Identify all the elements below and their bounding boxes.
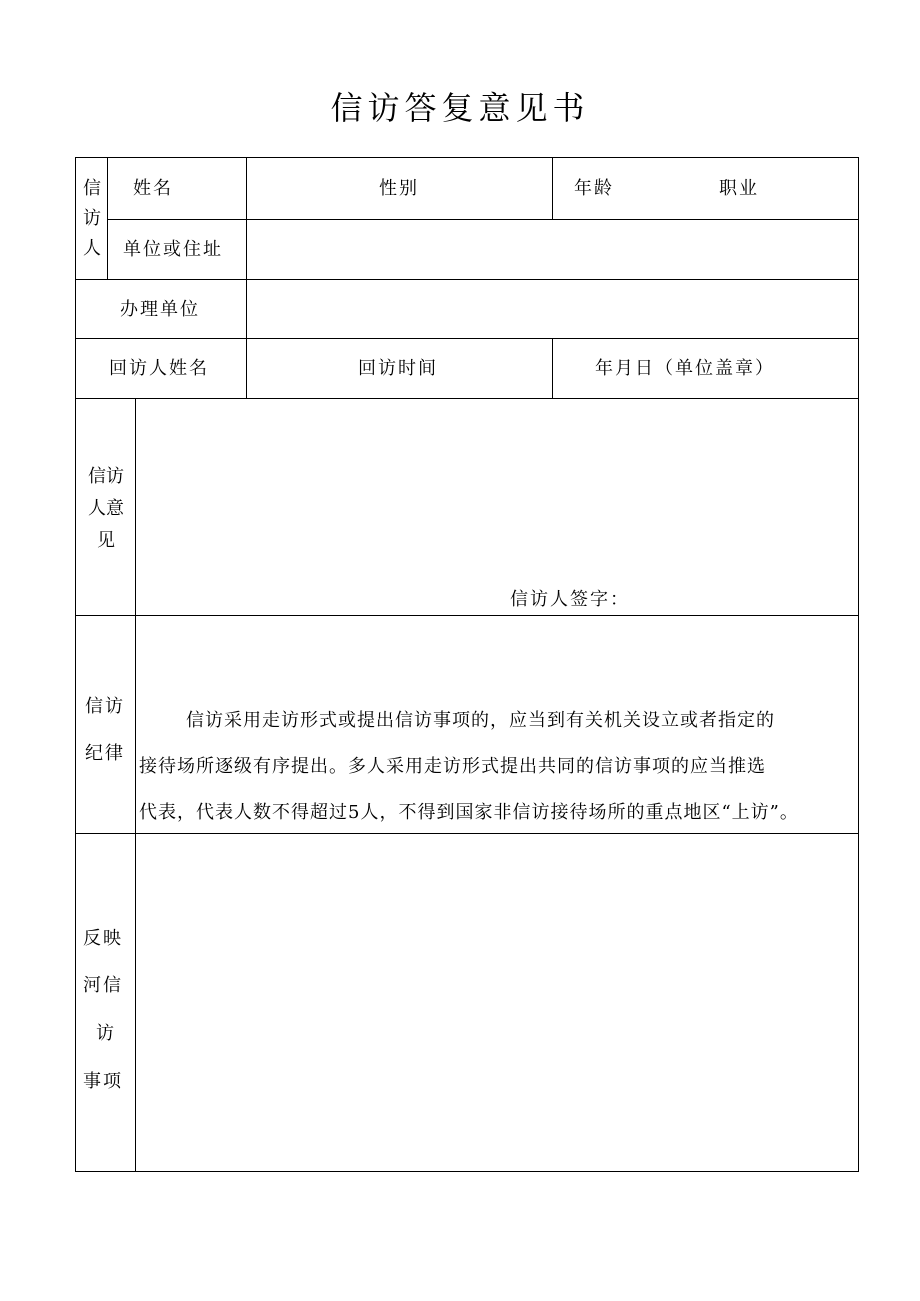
handling-unit-label-cell [75,279,247,339]
matters-label-line2: 河信 [83,975,123,996]
matters-label-line4: 事项 [83,1071,123,1092]
address-label-cell [107,219,247,280]
visitor-name-label-cell [75,338,247,399]
age-occupation-cell[interactable] [552,157,859,220]
discipline-text-line3: 代表，代表人数不得超过5人，不得到国家非信访接待场所的重点地区“上访”。 [139,802,799,823]
name-gender-cell[interactable] [246,157,553,220]
matters-label-line1: 反映 [83,928,123,949]
discipline-content-cell [135,615,859,834]
discipline-label-line2: 纪律 [85,743,125,764]
visit-time-cell[interactable] [246,338,553,399]
petitioner-group-cell [75,157,108,280]
discipline-label-line1: 信访 [85,696,125,717]
page-title: 信访答复意见书 [330,89,590,127]
signature-label: 信访人签字： [510,589,630,610]
gender-label: 性别 [379,178,419,199]
address-label: 单位或住址 [123,239,223,260]
matters-label-line3: 访 [96,1023,116,1044]
opinion-label-cell [75,398,136,616]
discipline-label-cell [75,615,136,834]
handling-unit-label: 办理单位 [120,299,200,320]
name-label: 姓名 [133,178,173,199]
address-value-cell[interactable] [246,219,859,280]
matters-label-cell [75,833,136,1172]
date-seal-cell[interactable] [552,338,859,399]
visit-time-label: 回访时间 [358,358,438,379]
matters-content-cell[interactable] [135,833,859,1172]
age-label: 年龄 [574,178,614,199]
opinion-content-cell[interactable] [135,398,859,616]
discipline-text-line2: 接待场所逐级有序提出。多人采用走访形式提出共同的信访事项的应当推选 [139,756,766,777]
occupation-label: 职业 [719,178,759,199]
name-label-cell [107,157,247,220]
discipline-text-line1: 信访采用走访形式或提出信访事项的，应当到有关机关设立或者指定的 [186,710,775,731]
date-seal-label: 年月日（单位盖章） [595,358,775,379]
opinion-label: 信访人意见 [88,466,124,551]
petitioner-group-label: 信访人 [83,178,101,259]
visitor-name-label: 回访人姓名 [109,358,209,379]
handling-unit-value-cell[interactable] [246,279,859,339]
